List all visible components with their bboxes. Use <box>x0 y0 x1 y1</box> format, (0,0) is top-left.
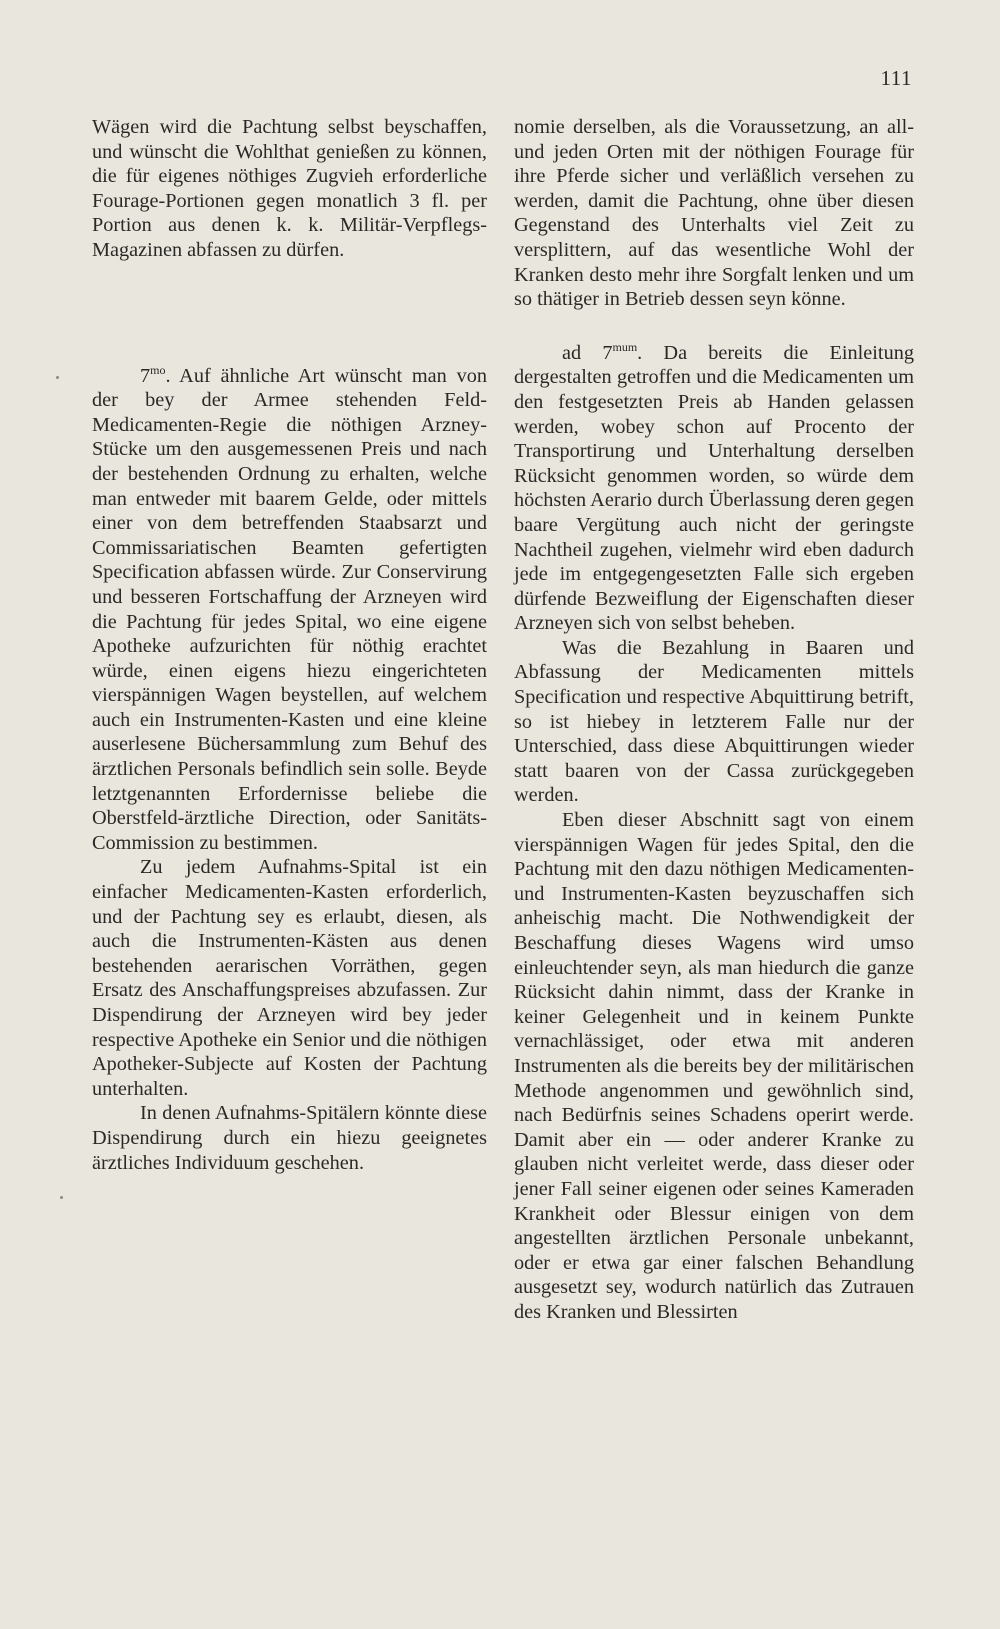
paragraph-text: . Auf ähnliche Art wünscht man von der bey der Armee stehenden Feld-Medicamenten-Regie die nöthigen Arzney-Stücke um den ausgemessenen Preis und nach der bestehenden Ordnung zu erhalten, welche man entweder mit baarem Gelde, oder mittels einer von dem betreffenden Staabsarzt und Commissariatischen Beamten gefertigten Specification abfassen würde. Zur Conservirung und besseren Fortschaffung der Arzneyen wird die Pachtung für jedes Spital, wo eine eigene Apotheke aufzurichten für nöthig erachtet würde, einen eigens hiezu eingerichteten vierspännigen Wagen beystellen, auf welchem auch ein Instrumenten-Kasten und eine kleine auserlesene Büchersammlung zum Behuf des ärztlichen Personals befindlich sein solle. Beyde letztgenannten Erfordernisse beliebe die Oberstfeld-ärztliche Direction, oder Sanitäts-Commission zu bestimmen. <box>92 364 487 854</box>
paragraph-text: . Da bereits die Einleitung dergestalten getroffen und die Medicamenten um den festgesetzten Preis ab Handen gelassen werden, wobey schon auf Procento der Transportirung und Unterhaltung derselben Rücksicht genommen worden, so würde dem höchsten Aerario durch Überlassung deren gegen baare Vergütung auch nicht der geringste Nachtheil zugehen, vielmehr wird eben dadurch jede im entgegengesetzten Falle sich ergeben dürfende Bezweiflung der Eigenschaften dieser Arzneyen sich von selbst beheben. <box>514 341 914 635</box>
ink-speck <box>60 1196 63 1199</box>
right-column <box>514 115 914 1325</box>
paragraph: In denen Aufnahms-Spitälern könnte diese Dispendirung durch ein hiezu geeignetes ärztliches Individuum geschehen. <box>92 1102 487 1174</box>
paragraph: Zu jedem Aufnahms-Spital ist ein einfacher Medicamenten-Kasten erforderlich, und der Pachtung sey es erlaubt, diesen, als auch die Instrumenten-Kästen aus denen bestehenden aerarischen Vorräthen, gegen Ersatz des Anschaffungspreises abzufassen. Zur Dispendirung der Arzneyen wird bey jeder respective Apotheke ein Senior und die nöthigen Apotheker-Subjecte auf Kosten der Pachtung unterhalten. <box>92 856 487 1100</box>
paragraph: Eben dieser Abschnitt sagt von einem vierspännigen Wagen für jedes Spital, den die Pachtung mit den dazu nöthigen Medicamenten- und Instrumenten-Kasten beyzuschaffen sich anheischig macht. Die Nothwendigkeit der Beschaffung dieses Wagens wird umso einleuchtender seyn, als man hiedurch die ganze Rücksicht dahin nimmt, dass der Kranke in keiner Gelegenheit und in keinem Punkte vernachlässiget, oder etwa mit anderen Instrumenten als die bereits bey der militärischen Methode angenommen und gewöhnlich sind, nach Bedürfnis seines Schadens operirt werde. Damit aber ein — oder anderer Kranke zu glauben nicht verleitet werde, dass dieser oder jener Fall seiner eigenen oder seines Kameraden Krankheit oder Blessur einigen von dem angestellten ärztlichen Personale unbekannt, oder er etwa gar einer falschen Behandlung ausgesetzt sey, wodurch natürlich das Zutrauen des Kranken und Blessirten <box>514 809 914 1323</box>
page-number: 111 <box>880 66 912 90</box>
left-column <box>92 115 487 1175</box>
section-marker-superscript: mo <box>150 362 166 377</box>
ink-speck <box>56 376 59 379</box>
section-marker: ad 7 <box>562 341 613 364</box>
paragraph: nomie derselben, als die Voraussetzung, an all- und jeden Orten mit der nöthigen Fourage für ihre Pferde sicher und verläßlich versehen zu werden, damit die Pachtung, ohne über diesen Gegenstand des Unterhalts viel Zeit zu versplittern, auf das wesentliche Wohl der Kranken desto mehr ihre Sorgfalt lenken und um so thätiger in Betrieb dessen seyn könne. <box>514 116 914 311</box>
paragraph-section-ad-7mum <box>514 341 914 636</box>
paragraph-gap <box>92 263 487 364</box>
paragraph: Wägen wird die Pachtung selbst beyschaffen, und wünscht die Wohlthat genießen zu können, die für eigenes nöthiges Zugvieh erforderliche Fourage-Portionen gegen monatlich 3 fl. per Portion aus denen k. k. Militär-Verpflegs-Magazinen abfassen zu dürfen. <box>92 116 487 261</box>
paragraph: Was die Bezahlung in Baaren und Abfassung der Medicamenten mittels Specification und respective Abquittirung betrift, so ist hiebey in letzterem Falle nur der Unterschied, dass diese Abquittirungen wieder statt baaren von der Cassa zurückgegeben werden. <box>514 636 914 807</box>
paragraph-gap <box>514 312 914 341</box>
section-marker-superscript: mum <box>612 339 638 354</box>
paragraph-section-7mo <box>92 364 487 856</box>
section-marker: 7 <box>140 364 151 387</box>
